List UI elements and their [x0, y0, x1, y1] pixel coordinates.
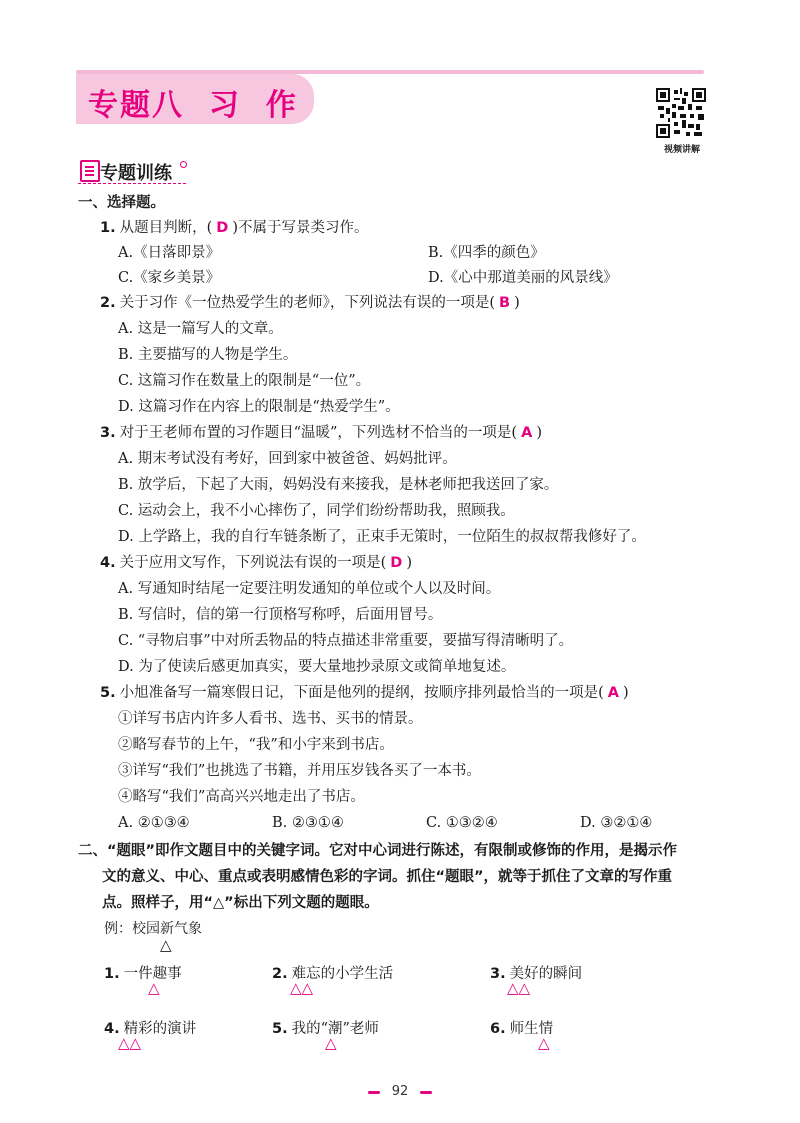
q1-answer: D [216, 220, 229, 236]
example-title: 例：校园新气象 [104, 921, 202, 937]
q1-option-d: D.《心中那道美丽的风景线》 [428, 270, 618, 286]
q5-outline-1: ①详写书店内许多人看书、选书、买书的情景。 [118, 711, 423, 727]
item-1-text: 一件趣事 [123, 966, 182, 982]
q2-stem [100, 292, 520, 314]
decor-dot [180, 161, 187, 168]
q2-option-b: B. 主要描写的人物是学生。 [118, 347, 298, 363]
part2-line-1: 二、“题眼”即作文题目中的关键字词。它对中心词进行陈述，有限制或修饰的作用，是揭示作 [78, 843, 678, 859]
item-3-number: 3. [490, 966, 506, 982]
q5-outline-2: ②略写春节的上午，“我”和小宇来到书店。 [118, 737, 394, 753]
item-5-marks: △ [325, 1034, 337, 1052]
q1-number: 1. [100, 220, 116, 236]
page-number: 92 [391, 1084, 409, 1099]
q3-number: 3. [100, 425, 116, 441]
example-mark: △ [160, 936, 172, 954]
q5-option-a: A. ②①③④ [118, 815, 190, 831]
q3-post: ) [536, 425, 542, 441]
q3-option-a: A. 期末考试没有考好，回到家中被爸爸、妈妈批评。 [118, 451, 457, 467]
item-4-text: 精彩的演讲 [123, 1021, 197, 1037]
item-5-text: 我的“潮”老师 [291, 1021, 379, 1037]
q4-option-c: C. “寻物启事”中对所丢物品的特点描述非常重要，要描写得清晰明了。 [118, 633, 574, 649]
q1-post: )不属于写景类习作。 [232, 220, 369, 236]
page-title: 专题八 习 作 [88, 88, 298, 123]
item-1-marks: △ [148, 979, 160, 997]
q4-number: 4. [100, 555, 116, 571]
q5-option-c: C. ①③②④ [426, 815, 498, 831]
q3-stem [100, 422, 542, 444]
item-6-marks: △ [538, 1034, 550, 1052]
q5-answer: A [607, 685, 619, 701]
item-3-marks: △△ [507, 979, 531, 997]
item-4-marks: △△ [118, 1034, 142, 1052]
item-2-marks: △△ [290, 979, 314, 997]
item-1 [104, 963, 182, 985]
q4-answer: D [390, 555, 403, 571]
q1-stem [100, 217, 368, 239]
q5-outline-4: ④略写“我们”高高兴兴地走出了书店。 [118, 789, 365, 805]
item-2-text: 难忘的小学生活 [291, 966, 394, 982]
item-3 [490, 963, 582, 985]
q5-option-d: D. ③②①④ [580, 815, 653, 831]
q2-post: ) [514, 295, 520, 311]
document-icon [80, 160, 100, 182]
part2-line-3: 点。照样子，用“△”标出下列文题的题眼。 [102, 895, 379, 911]
q2-option-c: C. 这篇习作在数量上的限制是“一位”。 [118, 373, 371, 389]
q2-option-a: A. 这是一篇写人的文章。 [118, 321, 283, 337]
q4-option-b: B. 写信时，信的第一行顶格写称呼，后面用冒号。 [118, 607, 443, 623]
q5-number: 5. [100, 685, 116, 701]
section-title: 专题训练 [100, 163, 172, 184]
q4-option-d: D. 为了使读后感更加真实，要大量地抄录原文或简单地复述。 [118, 659, 516, 675]
q4-option-a: A. 写通知时结尾一定要注明发通知的单位或个人以及时间。 [118, 581, 501, 597]
section-underline [78, 183, 186, 184]
qr-caption: 视频讲解 [663, 145, 700, 155]
q4-post: ) [406, 555, 412, 571]
q1-option-a: A.《日落即景》 [118, 245, 221, 261]
q3-option-c: C. 运动会上，我不小心摔伤了，同学们纷纷帮助我，照顾我。 [118, 503, 515, 519]
item-2-number: 2. [272, 966, 288, 982]
q4-stem [100, 552, 412, 574]
q1-pre: 从题目判断，( [119, 220, 213, 236]
item-1-number: 1. [104, 966, 120, 982]
page-bar-right [420, 1091, 432, 1094]
q4-pre: 关于应用文写作，下列说法有误的一项是( [119, 555, 387, 571]
item-6-number: 6. [490, 1021, 506, 1037]
q1-option-c: C.《家乡美景》 [118, 270, 221, 286]
q2-option-d: D. 这篇习作在内容上的限制是“热爱学生”。 [118, 399, 400, 415]
q5-pre: 小旭准备写一篇寒假日记，下面是他列的提纲，按顺序排列最恰当的一项是( [119, 685, 604, 701]
q5-stem [100, 682, 629, 704]
q2-answer: B [499, 295, 511, 311]
q3-pre: 对于王老师布置的习作题目“温暖”，下列选材不恰当的一项是( [119, 425, 518, 441]
item-6-text: 师生情 [509, 1021, 554, 1037]
q1-option-b: B.《四季的颜色》 [428, 245, 545, 261]
q5-post: ) [623, 685, 629, 701]
q3-answer: A [521, 425, 533, 441]
part1-title: 一、选择题。 [78, 195, 165, 211]
q5-outline-3: ③详写“我们”也挑选了书籍，并用压岁钱各买了一本书。 [118, 763, 481, 779]
q5-option-b: B. ②③①④ [272, 815, 344, 831]
part2-line-2: 文的意义、中心、重点或表明感情色彩的字词。抓住“题眼”，就等于抓住了文章的写作重 [102, 869, 673, 885]
q2-pre: 关于习作《一位热爱学生的老师》，下列说法有误的一项是( [119, 295, 496, 311]
item-3-text: 美好的瞬间 [509, 966, 583, 982]
q2-number: 2. [100, 295, 116, 311]
qr-code-icon[interactable] [656, 88, 706, 138]
q3-option-d: D. 上学路上，我的自行车链条断了，正束手无策时，一位陌生的叔叔帮我修好了。 [118, 529, 646, 545]
q3-option-b: B. 放学后，下起了大雨，妈妈没有来接我，是林老师把我送回了家。 [118, 477, 559, 493]
item-4-number: 4. [104, 1021, 120, 1037]
item-5-number: 5. [272, 1021, 288, 1037]
